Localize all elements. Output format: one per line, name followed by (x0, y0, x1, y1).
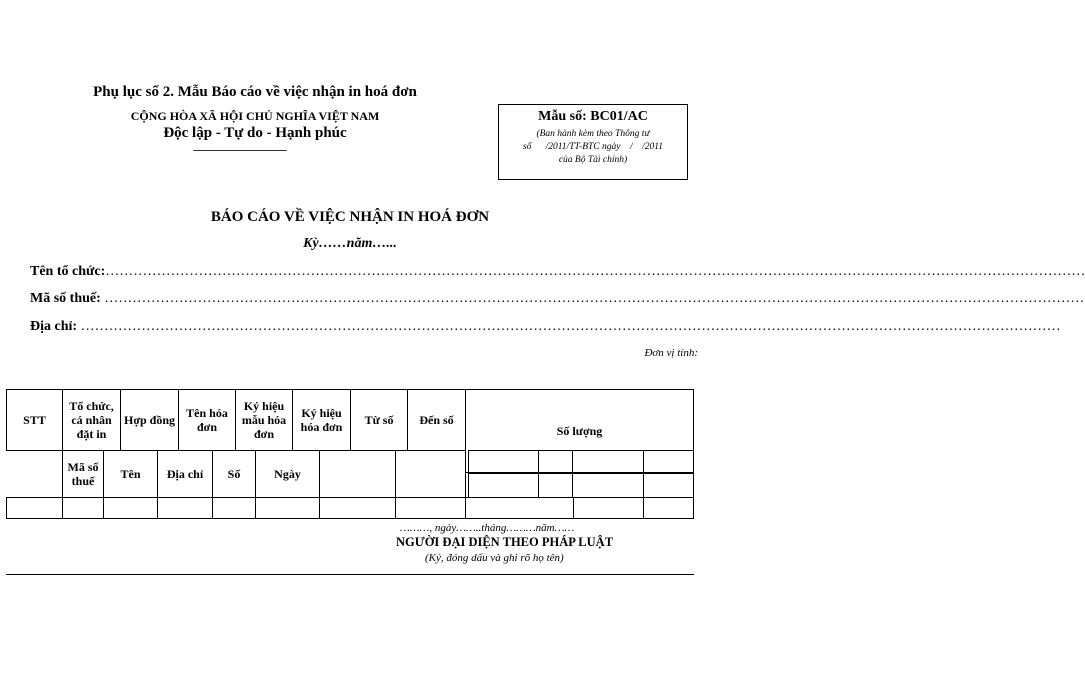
header-invoice-symbol: Ký hiệu hóa đơn (292, 389, 351, 451)
bottom-rule (6, 574, 694, 575)
org-name-dots: ………………………………………………………………………………………………………………………………………………………………………………………… (105, 264, 1085, 279)
republic-heading: CỘNG HÒA XÃ HỘI CHỦ NGHĨA VIỆT NAM (130, 109, 380, 123)
data-cell-4 (157, 497, 213, 519)
form-note-line3: của Bộ Tài chính) (558, 155, 628, 165)
header-quantity: Số lượng (465, 389, 694, 473)
form-code: Mẫu số: BC01/AC (538, 109, 648, 124)
header-invoice-name: Tên hóa đơn (178, 389, 236, 451)
header-template-symbol: Ký hiệu mẫu hóa đơn (235, 389, 293, 451)
data-cell-1 (6, 497, 63, 519)
header-to-number: Đến số (407, 389, 466, 451)
quantity-sub-2 (538, 450, 573, 474)
appendix-title: Phụ lục số 2. Mẫu Báo cáo về việc nhận in hoá đơn (93, 84, 417, 100)
address-row (30, 319, 1061, 335)
signature-note: (Ký, đóng dấu và ghi rõ họ tên) (425, 552, 564, 564)
data-cell-9 (465, 497, 574, 519)
form-note-line1: (Ban hành kèm theo Thông tư (536, 129, 650, 139)
header-address: Địa chỉ (157, 450, 213, 498)
tax-code-label: Mã số thuế: (30, 291, 101, 306)
unit-label: Đơn vị tính: (644, 347, 698, 359)
quantity-sub-5 (468, 473, 539, 498)
header-name: Tên (103, 450, 158, 498)
data-cell-11 (643, 497, 694, 519)
form-code-box (498, 104, 688, 180)
quantity-sub-8 (643, 473, 694, 498)
data-cell-2 (62, 497, 104, 519)
signature-date-line: ………, ngày……..tháng………năm…… (400, 522, 575, 534)
data-cell-5 (212, 497, 256, 519)
header-org-printed: Tổ chức, cá nhân đặt in (62, 389, 121, 451)
motto: Độc lập - Tự do - Hạnh phúc (163, 125, 347, 141)
data-cell-7 (319, 497, 396, 519)
quantity-sub-3 (572, 450, 644, 474)
quantity-sub-1 (468, 450, 539, 474)
header-tax-code: Mã số thuế (62, 450, 104, 498)
header-contract: Hợp đồng (120, 389, 179, 451)
data-cell-3 (103, 497, 158, 519)
address-label: Địa chỉ: (30, 319, 78, 334)
header-blank-2 (395, 450, 466, 498)
data-cell-10 (573, 497, 644, 519)
header-blank-1 (319, 450, 396, 498)
legal-representative-title: NGƯỜI ĐẠI DIỆN THEO PHÁP LUẬT (396, 535, 614, 549)
report-period: Kỳ……năm…... (303, 236, 397, 251)
address-dots: ………………………………………………………………………………………………………………………………………………………………………………………… (80, 319, 1061, 334)
tax-code-dots: ………………………………………………………………………………………………………………………………………………………………………………………… (104, 291, 1085, 306)
quantity-sub-4 (643, 450, 694, 474)
form-note-line2: số /2011/TT-BTC ngày / /2011 (522, 142, 664, 152)
header-from-number: Từ số (350, 389, 408, 451)
header-number: Số (212, 450, 256, 498)
report-title: BÁO CÁO VỀ VIỆC NHẬN IN HOÁ ĐƠN (210, 209, 490, 225)
motto-underline: ---------------------------------------- (193, 145, 287, 156)
quantity-sub-6 (538, 473, 573, 498)
header-date: Ngày (255, 450, 320, 498)
org-name-row (30, 264, 1085, 280)
data-cell-8 (395, 497, 466, 519)
tax-code-row (30, 291, 1085, 307)
org-name-label: Tên tổ chức: (30, 264, 106, 279)
data-cell-6 (255, 497, 320, 519)
header-stt: STT (6, 389, 63, 451)
quantity-sub-7 (572, 473, 644, 498)
